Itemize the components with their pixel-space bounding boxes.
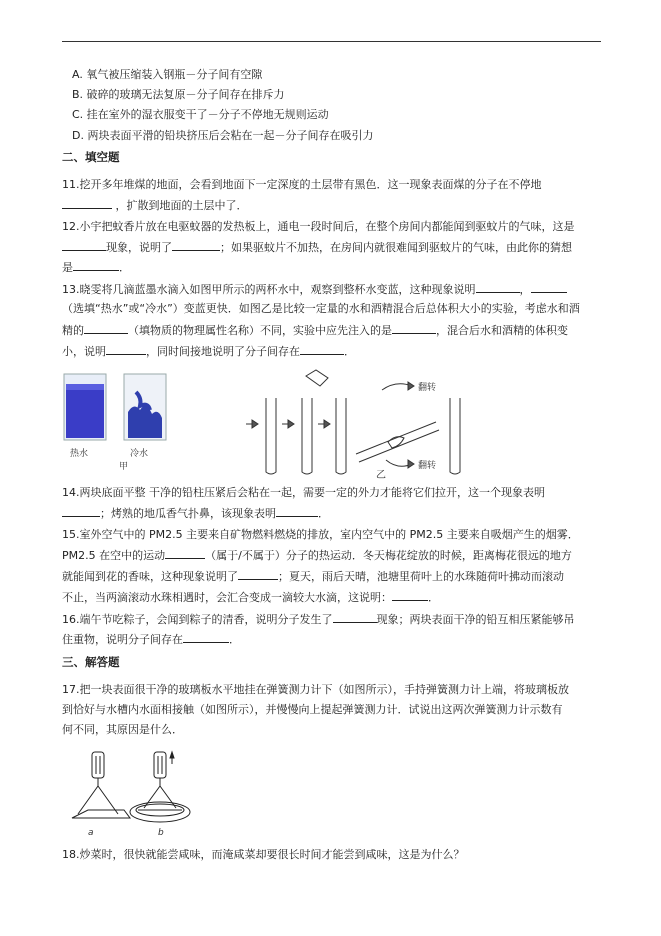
q15-text: PM2.5 在空中的运动 [62,549,166,562]
q16-line1 [62,612,575,627]
q14-text: ；烤熟的地瓜香气扑鼻，该现象表明 [100,507,276,520]
answer-blank[interactable] [84,323,128,334]
q13-line1 [62,282,567,297]
q13-text: ． [344,345,355,358]
q16-text: ． [229,633,240,646]
answer-blank[interactable] [62,506,100,517]
q15-line3 [62,569,564,584]
q14-text: ． [318,507,329,520]
answer-blank[interactable] [392,590,428,601]
caption-b: b [158,828,164,838]
q16-text: 现象；两块表面干净的铅互相压紧能够吊 [376,613,575,626]
answer-blank[interactable] [106,344,146,355]
spring-scale-diagram [70,748,200,830]
answer-blank[interactable] [238,569,278,580]
answer-blank[interactable] [531,282,567,293]
answer-blank[interactable] [476,282,520,293]
caption-jia: 甲 [119,462,129,472]
q12-line3 [62,260,130,275]
q15-line1: 15.室外空气中的 PM2.5 主要来自矿物燃料燃烧的排放，室内空气中的 PM2.5 主要来自吸烟产生的烟雾． [62,528,579,541]
caption-flip-bottom: 翻转 [418,461,437,471]
q15-text: 就能闻到花的香味，这种现象说明了 [62,570,238,583]
section-heading-answer: 三、解答题 [62,655,120,669]
answer-blank[interactable] [276,506,318,517]
q13-text: 小，说明 [62,345,106,358]
q14-line1: 14.两块底面平整 干净的铅柱压紧后会粘在一起，需要一定的外力才能将它们拉开，这一个现象表明 [62,486,545,499]
q12-line1: 12.小宇把蚊香片放在电驱蚊器的发热板上，通电一段时间后，在整个房间内都能闻到驱蚊片的气味，这是 [62,220,575,233]
q14-line2 [62,506,329,521]
q12-text: ． [119,261,130,274]
q13-line2: （选填“热水”或“冷水”）变蓝更快．如图乙是比较一定量的水和酒精混合后总体积大小的实验，考虑水和酒 [62,302,580,315]
q13-text: 精的 [62,324,84,337]
caption-a: a [88,828,94,838]
answer-blank[interactable] [183,632,229,643]
q12-line2 [62,240,572,255]
caption-flip-top: 翻转 [418,383,437,393]
q13-text: ，混合后水和酒精的体积变 [436,324,568,337]
caption-yi: 乙 [376,470,386,481]
answer-blank[interactable] [165,548,205,559]
q13-text: ， [519,283,531,296]
q16-line2 [62,632,240,647]
q13-line3 [62,323,568,338]
figure-jia-beakers [62,372,172,462]
q16-text: 住重物，说明分子间存在 [62,633,183,646]
q17-line3: 何不同，其原因是什么． [62,723,183,736]
q12-text: 现象，说明了 [106,241,172,254]
choice-c: C. 挂在室外的湿衣服变干了－分子不停地无规则运动 [72,108,329,121]
q11-text: ，扩散到地面的土层中了． [115,199,248,212]
choice-a: A. 氧气被压缩装入钢瓶－分子间有空隙 [72,68,263,81]
answer-blank[interactable] [172,240,220,251]
choice-b: B. 破碎的玻璃无法复原－分子间存在排斥力 [72,88,285,101]
q15-line2 [62,548,572,563]
q13-text: 13.晓雯将几滴蓝墨水滴入如图甲所示的两杯水中，观察到整杯水变蓝，这种现象说明 [62,283,476,296]
caption-cold-water: 冷水 [130,449,149,459]
figure-yi-tubes [246,368,476,480]
q17-line1: 17.把一块表面很干净的玻璃板水平地挂在弹簧测力计下（如图所示），手持弹簧测力计上端，将玻璃板放 [62,683,569,696]
answer-blank[interactable] [333,612,377,623]
choice-d: D. 两块表面平滑的铅块挤压后会粘在一起－分子间存在吸引力 [72,129,374,142]
q13-text: （填物质的物理属性名称）不同，实验中应先注入的是 [128,324,392,337]
caption-hot-water: 热水 [70,449,89,459]
section-heading-fill-in: 二、填空题 [62,150,120,164]
header-rule [62,41,601,42]
q15-text: （属于/不属于）分子的热运动．冬天梅花绽放的时候，距离梅花很远的地方 [205,549,572,562]
q15-line4 [62,590,439,605]
q16-text: 16.端午节吃粽子，会闻到粽子的清香，说明分子发生了 [62,613,333,626]
q13-text: ，同时间接地说明了分子间存在 [146,345,300,358]
q17-line2: 到恰好与水槽内水面相接触（如图所示），并慢慢向上提起弹簧测力计．试说出这两次弹簧测力计示数有 [62,703,563,716]
q15-text: ；夏天，雨后天晴，池塘里荷叶上的水珠随荷叶拂动而滚动 [278,570,564,583]
answer-blank[interactable] [392,323,436,334]
q12-text: ；如果驱蚊片不加热，在房间内就很难闻到驱蚊片的气味，由此你的猜想 [220,241,572,254]
answer-blank[interactable] [62,198,112,209]
q18-line1: 18.炒菜时，很快就能尝咸味，而淹咸菜却要很长时间才能尝到咸味，这是为什么？ [62,848,465,861]
tubes-diagram [246,368,476,480]
answer-blank[interactable] [73,260,119,271]
q11-line1: 11.挖开多年堆煤的地面，会看到地面下一定深度的土层带有黑色．这一现象表面煤的分子在不停地 [62,178,542,191]
q12-text: 是 [62,261,73,274]
answer-blank[interactable] [300,344,344,355]
q15-text: ． [428,591,439,604]
q13-line4 [62,344,355,359]
figure-spring-scale [70,748,200,840]
beakers-image [62,372,172,444]
q15-text: 不止，当两滴滚动水珠相遇时，会汇合变成一滴较大水滴，这说明： [62,591,392,604]
q11-line2 [62,198,248,213]
answer-blank[interactable] [62,240,106,251]
